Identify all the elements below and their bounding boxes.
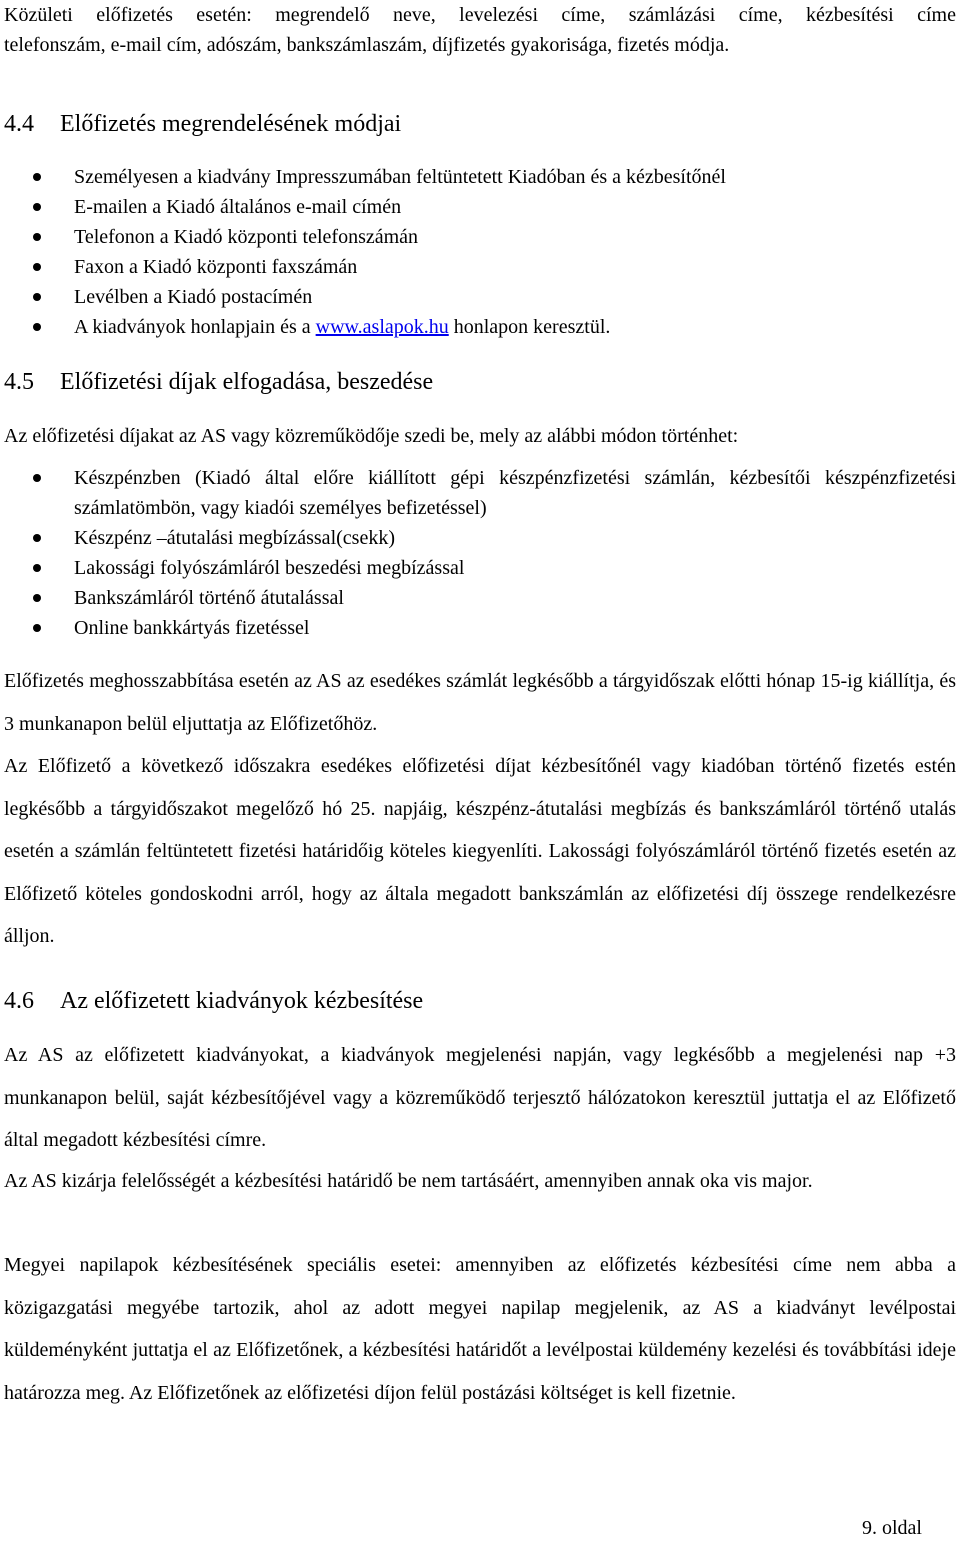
list-item: Bankszámláról történő átutalással (4, 583, 956, 613)
section-4-6-para-1: Az AS az előfizetett kiadványokat, a kiadványok megjelenési napján, vagy legkésőbb a megjelenési nap +3 munkanapon belül, saját kézbesítőjével vagy a közreműködő terjesztő hálózatokon keresztül juttatja el az Előfizető által megadott kézbesítési címre. (4, 1044, 956, 1151)
section-4-6-para-2: Az AS kizárja felelősségét a kézbesítési határidő be nem tartásáért, amennyiben annak oka vis major. (4, 1170, 813, 1192)
section-number: 4.4 (4, 111, 34, 137)
section-4-4-list (4, 162, 956, 342)
list-item: Telefonon a Kiadó központi telefonszámán (4, 222, 956, 252)
section-4-6-para-3: Megyei napilapok kézbesítésének speciális esetei: amennyiben az előfizetés kézbesítési címe nem abba a közigazgatási megyébe tartozik, ahol az adott megyei napilap megjelenik, az AS a kiadványt levélpostai küldeményként juttatja el az Előfizetőnek, a kézbesítési határidőt a levélpostai küldemény kezelési és továbbítási ideje határozza meg. Az Előfizetőnek az előfizetési díjon felül postázási költséget is kell fizetnie. (4, 1254, 956, 1404)
bullet-icon (33, 173, 41, 181)
section-4-6-heading (4, 986, 956, 1016)
list-item: Készpénz –átutalási megbízással(csekk) (4, 523, 956, 553)
section-title: Előfizetési díjak elfogadása, beszedése (60, 369, 434, 395)
intro-line-2: telefonszám, e-mail cím, adószám, bankszámlaszám, díjfizetés gyakorisága, fizetés módja. (4, 34, 730, 56)
bullet-icon (33, 534, 41, 542)
section-4-4-heading (4, 109, 956, 139)
list-item: E-mailen a Kiadó általános e-mail címén (4, 192, 956, 222)
bullet-icon (33, 564, 41, 572)
section-number: 4.5 (4, 369, 34, 395)
section-number: 4.6 (4, 988, 34, 1014)
list-item: A kiadványok honlapjain és a www.aslapok.hu honlapon keresztül. (4, 312, 956, 342)
section-4-5-lead: Az előfizetési díjakat az AS vagy közreműködője szedi be, mely az alábbi módon történhet: (4, 425, 739, 447)
intro-line-1: Közületi előfizetés esetén: megrendelő neve, levelezési címe, számlázási címe, kézbesítési címe (4, 4, 956, 26)
bullet-icon (33, 624, 41, 632)
bullet-icon (33, 203, 41, 211)
section-title: Az előfizetett kiadványok kézbesítése (60, 988, 424, 1014)
section-4-5-list (4, 463, 956, 643)
list-item: Faxon a Kiadó központi faxszámán (4, 252, 956, 282)
aslapok-link[interactable]: www.aslapok.hu (315, 316, 449, 338)
list-item: Személyesen a kiadvány Impresszumában feltüntetett Kiadóban és a kézbesítőnél (4, 162, 956, 192)
section-title: Előfizetés megrendelésének módjai (60, 111, 402, 137)
bullet-icon (33, 233, 41, 241)
section-4-5-para-2: Az Előfizető a következő időszakra esedékes előfizetési díjat kézbesítőnél vagy kiadóban történő fizetés estén legkésőbb a tárgyidőszakot megelőző hó 25. napjáig, készpénz-átutalási megbízás és bankszámláról történő utalás esetén a számlán feltüntetett fizetési határidőig köteles kiegyenlíti. Lakossági folyószámláról történő fizetés esetén az Előfizető köteles gondoskodni arról, hogy az általa megadott bankszámlán az előfizetési díj összege rendelkezésre álljon. (4, 755, 956, 947)
bullet-icon (33, 293, 41, 301)
intro-block (4, 0, 956, 60)
list-item: Lakossági folyószámláról beszedési megbízással (4, 553, 956, 583)
list-item: Készpénzben (Kiadó által előre kiállított gépi készpénzfizetési számlán, kézbesítői készpénzfizetési számlatömbön, vagy kiadói személyes befizetéssel) (4, 463, 956, 523)
page-number: 9. oldal (862, 1517, 922, 1539)
bullet-icon (33, 594, 41, 602)
list-item: Online bankkártyás fizetéssel (4, 613, 956, 643)
bullet-icon (33, 263, 41, 271)
bullet-icon (33, 474, 41, 482)
bullet-icon (33, 323, 41, 331)
list-item: Levélben a Kiadó postacímén (4, 282, 956, 312)
section-4-5-para-1: Előfizetés meghosszabbítása esetén az AS az esedékes számlát legkésőbb a tárgyidőszak előtti hónap 15-ig kiállítja, és 3 munkanapon belül eljuttatja az Előfizetőhöz. (4, 670, 956, 735)
section-4-5-heading (4, 367, 956, 397)
